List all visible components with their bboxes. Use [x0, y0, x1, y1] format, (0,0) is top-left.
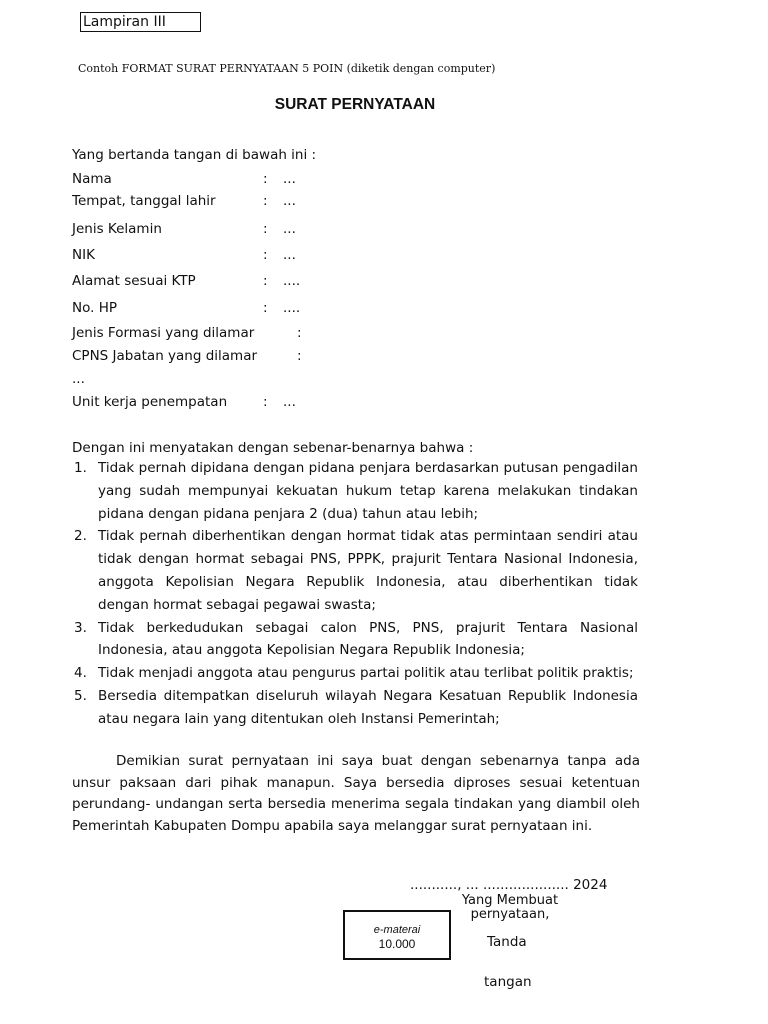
list-item [72, 662, 698, 685]
field-colon: : [263, 300, 268, 316]
signature-tangan: tangan [484, 974, 532, 990]
field-label-cpns-jabatan: CPNS Jabatan yang dilamar [72, 348, 258, 364]
closing-text: Demikian surat pernyataan ini saya buat dengan sebenarnya tanpa ada unsur paksaan dari pihak manapun. Saya bersedia diproses sesuai ketentuan perundang- undangan serta bersedia menerima segala tindakan yang diambil oleh Pemerintah Kabupaten Dompu apabila saya melanggar surat pernyataan ini. [72, 753, 640, 834]
field-value-nama: ... [283, 171, 296, 187]
e-materai-stamp [343, 910, 451, 960]
materai-value: 10.000 [378, 937, 416, 951]
statement-intro: Dengan ini menyatakan dengan sebenar-benarnya bahwa : [72, 440, 474, 456]
materai-label: e-materai [373, 924, 421, 936]
list-item-text: Tidak pernah diberhentikan dengan hormat tidak atas permintaan sendiri atau tidak dengan hormat sebagai PNS, PPPK, prajurit Tentara Nasional Indonesia, anggota Kepolisian Negara Republik Indonesia, atau diberhentikan tidak dengan hormat sebagai pegawai swasta; [98, 528, 638, 613]
list-item-text: Tidak menjadi anggota atau pengurus partai politik atau terlibat politik praktis; [98, 665, 634, 682]
maker-line-1: Yang Membuat [461, 893, 559, 908]
list-item-text: Bersedia ditempatkan diseluruh wilayah Negara Kesatuan Republik Indonesia atau negara lain yang ditentukan oleh Instansi Pemerintah; [98, 687, 638, 727]
field-value-unit-kerja: ... [283, 394, 296, 410]
field-label-ellipsis: ... [72, 371, 85, 387]
field-value-alamat: .... [283, 273, 301, 289]
list-item-number: 1. [74, 460, 87, 476]
field-label-jenis-formasi: Jenis Formasi yang dilamar [72, 325, 255, 341]
intro-text: Yang bertanda tangan di bawah ini : [72, 147, 317, 163]
field-value-jenis-kelamin: ... [283, 221, 296, 237]
list-item [72, 685, 638, 731]
field-label-alamat: Alamat sesuai KTP [72, 273, 196, 289]
field-value-ttl: ... [283, 193, 296, 209]
maker-line-2: pernyataan, [470, 907, 550, 922]
list-item-number: 5. [74, 687, 87, 704]
list-item-number: 3. [74, 619, 87, 636]
field-colon: : [263, 221, 268, 237]
date-line: ..........., ... .................... 2024 [410, 877, 608, 893]
statement-list [72, 457, 638, 731]
document-title: SURAT PERNYATAAN [274, 96, 436, 113]
lampiran-label: Lampiran III [80, 12, 201, 32]
list-item-number: 2. [74, 528, 87, 545]
field-colon: : [263, 394, 268, 410]
list-item-number: 4. [74, 665, 87, 682]
closing-paragraph [72, 751, 640, 837]
field-colon: : [297, 348, 302, 364]
list-item [72, 457, 638, 525]
field-label-unit-kerja: Unit kerja penempatan [72, 394, 228, 410]
field-label-no-hp: No. HP [72, 300, 117, 316]
signature-tanda: Tanda [487, 934, 527, 950]
field-label-nama: Nama [72, 171, 112, 187]
field-colon: : [263, 171, 268, 187]
list-item [72, 525, 638, 616]
field-colon: : [263, 247, 268, 263]
field-colon: : [263, 273, 268, 289]
field-value-no-hp: .... [283, 300, 301, 316]
list-item-text: Tidak pernah dipidana dengan pidana penjara berdasarkan putusan pengadilan yang sudah mempunyai kekuatan hukum tetap karena melakukan tindakan pidana dengan pidana penjara 2 (dua) tahun atau lebih; [98, 460, 638, 522]
list-item-text: Tidak berkedudukan sebagai calon PNS, PNS, prajurit Tentara Nasional Indonesia, atau anggota Kepolisian Negara Republik Indonesia; [98, 619, 638, 659]
field-value-nik: ... [283, 247, 296, 263]
field-label-nik: NIK [72, 247, 95, 263]
field-colon: : [297, 325, 302, 341]
field-label-jenis-kelamin: Jenis Kelamin [72, 221, 162, 237]
field-colon: : [263, 193, 268, 209]
format-note: Contoh FORMAT SURAT PERNYATAAN 5 POIN (diketik dengan computer) [78, 62, 496, 75]
list-item [72, 617, 638, 663]
field-label-ttl: Tempat, tanggal lahir [72, 193, 216, 209]
